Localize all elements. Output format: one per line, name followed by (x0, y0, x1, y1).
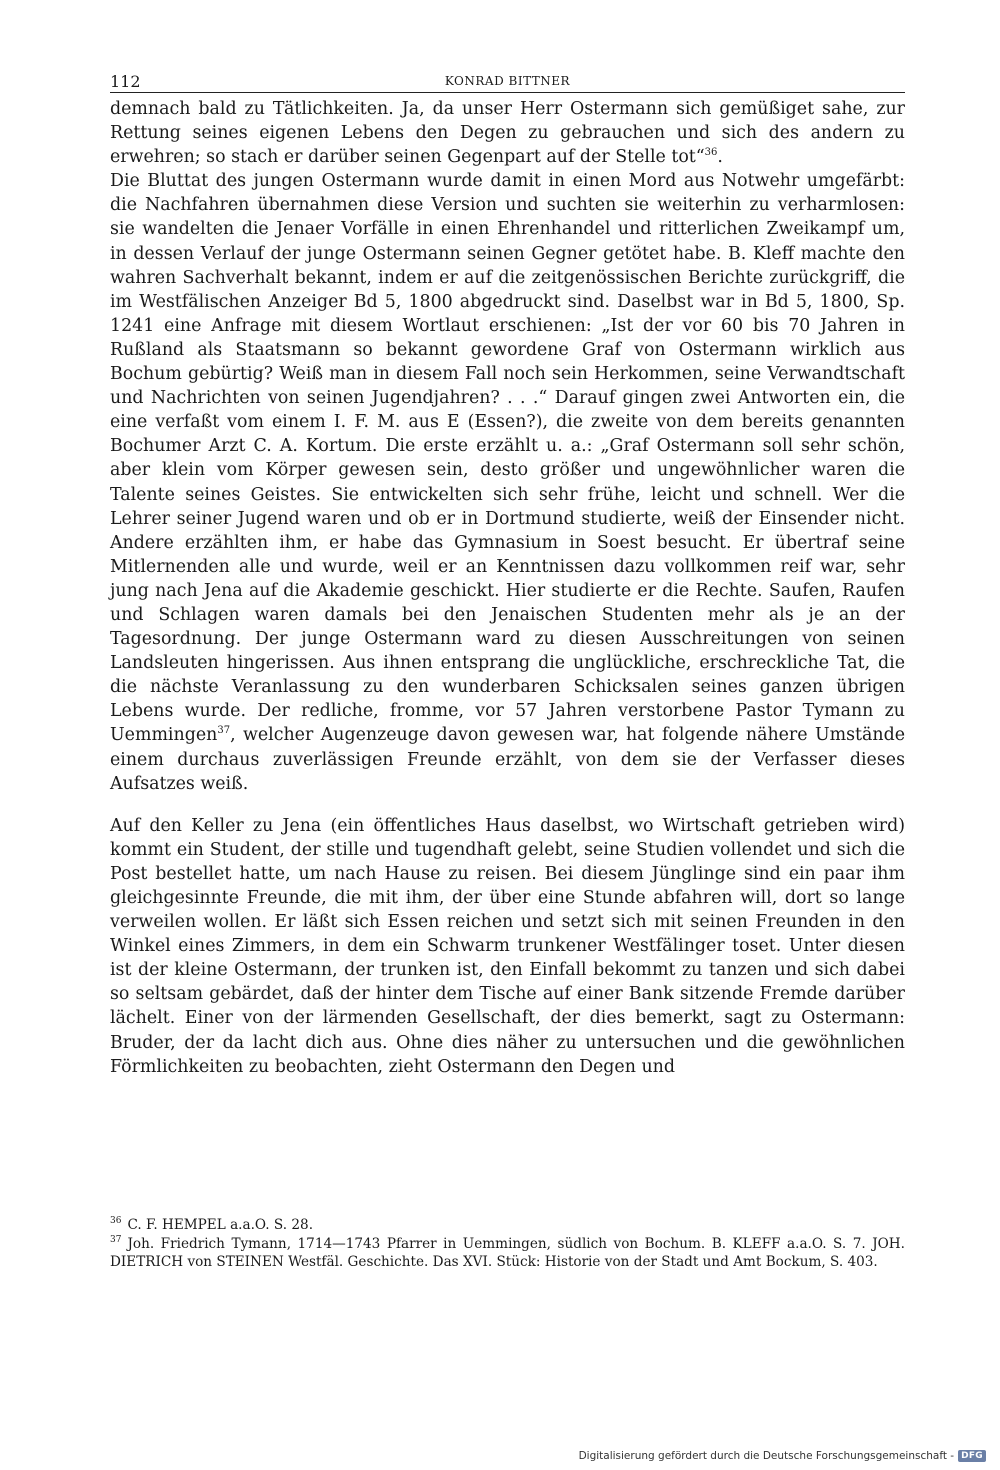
page-header (110, 70, 905, 93)
footnote-text: Joh. Friedrich Tymann, 1714—1743 Pfarrer in Uemmingen, südlich von Bochum. B. KLEFF a.a.O. S. 7. JOH. DIETRICH von STEINEN Westfäl. Geschichte. Das XVI. Stück: Historie von der Stadt und Amt Bockum, S. 403. (110, 1235, 905, 1271)
paragraph-2-end: , welcher Augenzeuge davon gewesen war, hat folgende nähere Umstände einem durchaus zuverlässigen Freunde erzählt, von dem sie der Verfasser dieses Aufsatzes weiß. (110, 725, 905, 794)
paragraph-1-end: . (717, 147, 723, 168)
footnote-36 (110, 1216, 905, 1235)
page-number: 112 (110, 72, 141, 91)
paragraph-2 (110, 169, 905, 795)
paragraph-3: Auf den Keller zu Jena (ein öffentliches Haus daselbst, wo Wirtschaft getrieben wird) kommt ein Student, der stille und tugendhaft gelebt, seine Studien vollendet und sich die Post bestellet hatte, um nach Hause zu reisen. Bei diesem Jünglinge sind ein paar ihm gleichgesinnte Freunde, die mit ihm, der über eine Stunde abfahren will, dort so lange verweilen wollen. Er läßt sich Essen reichen und setzt sich mit seinen Freunden in den Winkel eines Zimmers, in dem ein Schwarm trunkener Westfälinger toset. Unter diesen ist der kleine Ostermann, der trunken ist, den Einfall bekommt zu tanzen und sich dabei so seltsam gebärdet, daß der hinter dem Tische auf einer Bank sitzende Fremde darüber lächelt. Einer von der lärmenden Gesellschaft, der dies bemerkt, sagt zu Ostermann: Bruder, der da lacht dich aus. Ohne dies näher zu untersuchen und die gewöhnlichen Förmlichkeiten zu beobachten, zieht Ostermann den Degen und (110, 815, 905, 1077)
paragraph-1-text: demnach bald zu Tätlichkeiten. Ja, da unser Herr Ostermann sich gemüßiget sahe, zur Rettung seines eigenen Lebens den Degen zu gebrauchen und sich des andern zu erwehren; so stach er darüber seinen Gegenpart auf der Stelle tot“ (110, 99, 905, 168)
running-head: KONRAD BITTNER (444, 74, 571, 88)
digitization-credit (579, 1450, 986, 1462)
digitization-credit-text: Digitalisierung gefördert durch die Deutsche Forschungsgemeinschaft - (578, 1450, 955, 1462)
footnote-mark: 37 (110, 1235, 122, 1246)
body-text (110, 97, 905, 1079)
footnote-ref-36: 36 (704, 147, 718, 159)
footnote-37 (110, 1235, 905, 1272)
paragraph-2-text: Die Bluttat des jungen Ostermann wurde damit in einen Mord aus Notwehr umgefärbt: die Nachfahren übernahmen diese Version und suchten sie weiterhin zu verharmlosen: sie wandelten die Jenaer Vorfälle in einen Ehrenhandel und ritterlichen Zweikampf um, in dessen Verlauf der junge Ostermann seinen Gegner getötet habe. B. Kleff machte den wahren Sachverhalt bekannt, indem er auf die zeitgenössischen Berichte zurückgriff, die im Westfälischen Anzeiger Bd 5, 1800 abgedruckt sind. Daselbst war in Bd 5, 1800, Sp. 1241 eine Anfrage mit diesem Wortlaut erschienen: „Ist der vor 60 bis 70 Jahren in Rußland als Staatsmann so bekannt gewordene Graf von Ostermann wirklich aus Bochum gebürtig? Weiß man in diesem Fall noch sein Herkommen, seine Verwandtschaft und Nachrichten von seinen Jugendjahren? . . .“ Darauf gingen zwei Antworten ein, die eine verfaßt vom einem I. F. M. aus E (Essen?), die zweite von dem bereits genannten Bochumer Arzt C. A. Kortum. Die erste erzählt u. a.: „Graf Ostermann soll sehr schön, aber klein vom Körper gewesen sein, desto größer und ungewöhnlicher waren die Talente seines Geistes. Sie entwickelten sich sehr frühe, leicht und schnell. Wer die Lehrer seiner Jugend waren und ob er in Dortmund studierte, weiß der Einsender nicht. Andere erzählten ihm, er habe das Gymnasium in Soest besucht. Er übertraf seine Mitlernenden alle und wurde, weil er an Kenntnissen dazu vollkommen reif war, sehr jung nach Jena auf die Akademie geschickt. Hier studierte er die Rechte. Saufen, Raufen und Schlagen waren damals bei den Jenaischen Studenten mehr als je an der Tagesordnung. Der junge Ostermann ward zu diesen Ausschreitungen von seinen Landsleuten hingerissen. Aus ihnen entsprang die unglückliche, erschreckliche Tat, die die nächste Veranlassung zu den wunderbaren Schicksalen seines ganzen übrigen Lebens wurde. Der redliche, fromme, vor 57 Jahren verstorbene Pastor Tymann zu Uemmingen (110, 171, 905, 746)
paragraph-1 (110, 97, 905, 169)
footnote-ref-37: 37 (217, 725, 231, 737)
dfg-logo: DFG (958, 1450, 986, 1462)
page-content (110, 70, 905, 1079)
footnote-text: C. F. HEMPEL a.a.O. S. 28. (127, 1217, 314, 1233)
footnotes (110, 1216, 905, 1272)
footnote-mark: 36 (110, 1216, 122, 1227)
